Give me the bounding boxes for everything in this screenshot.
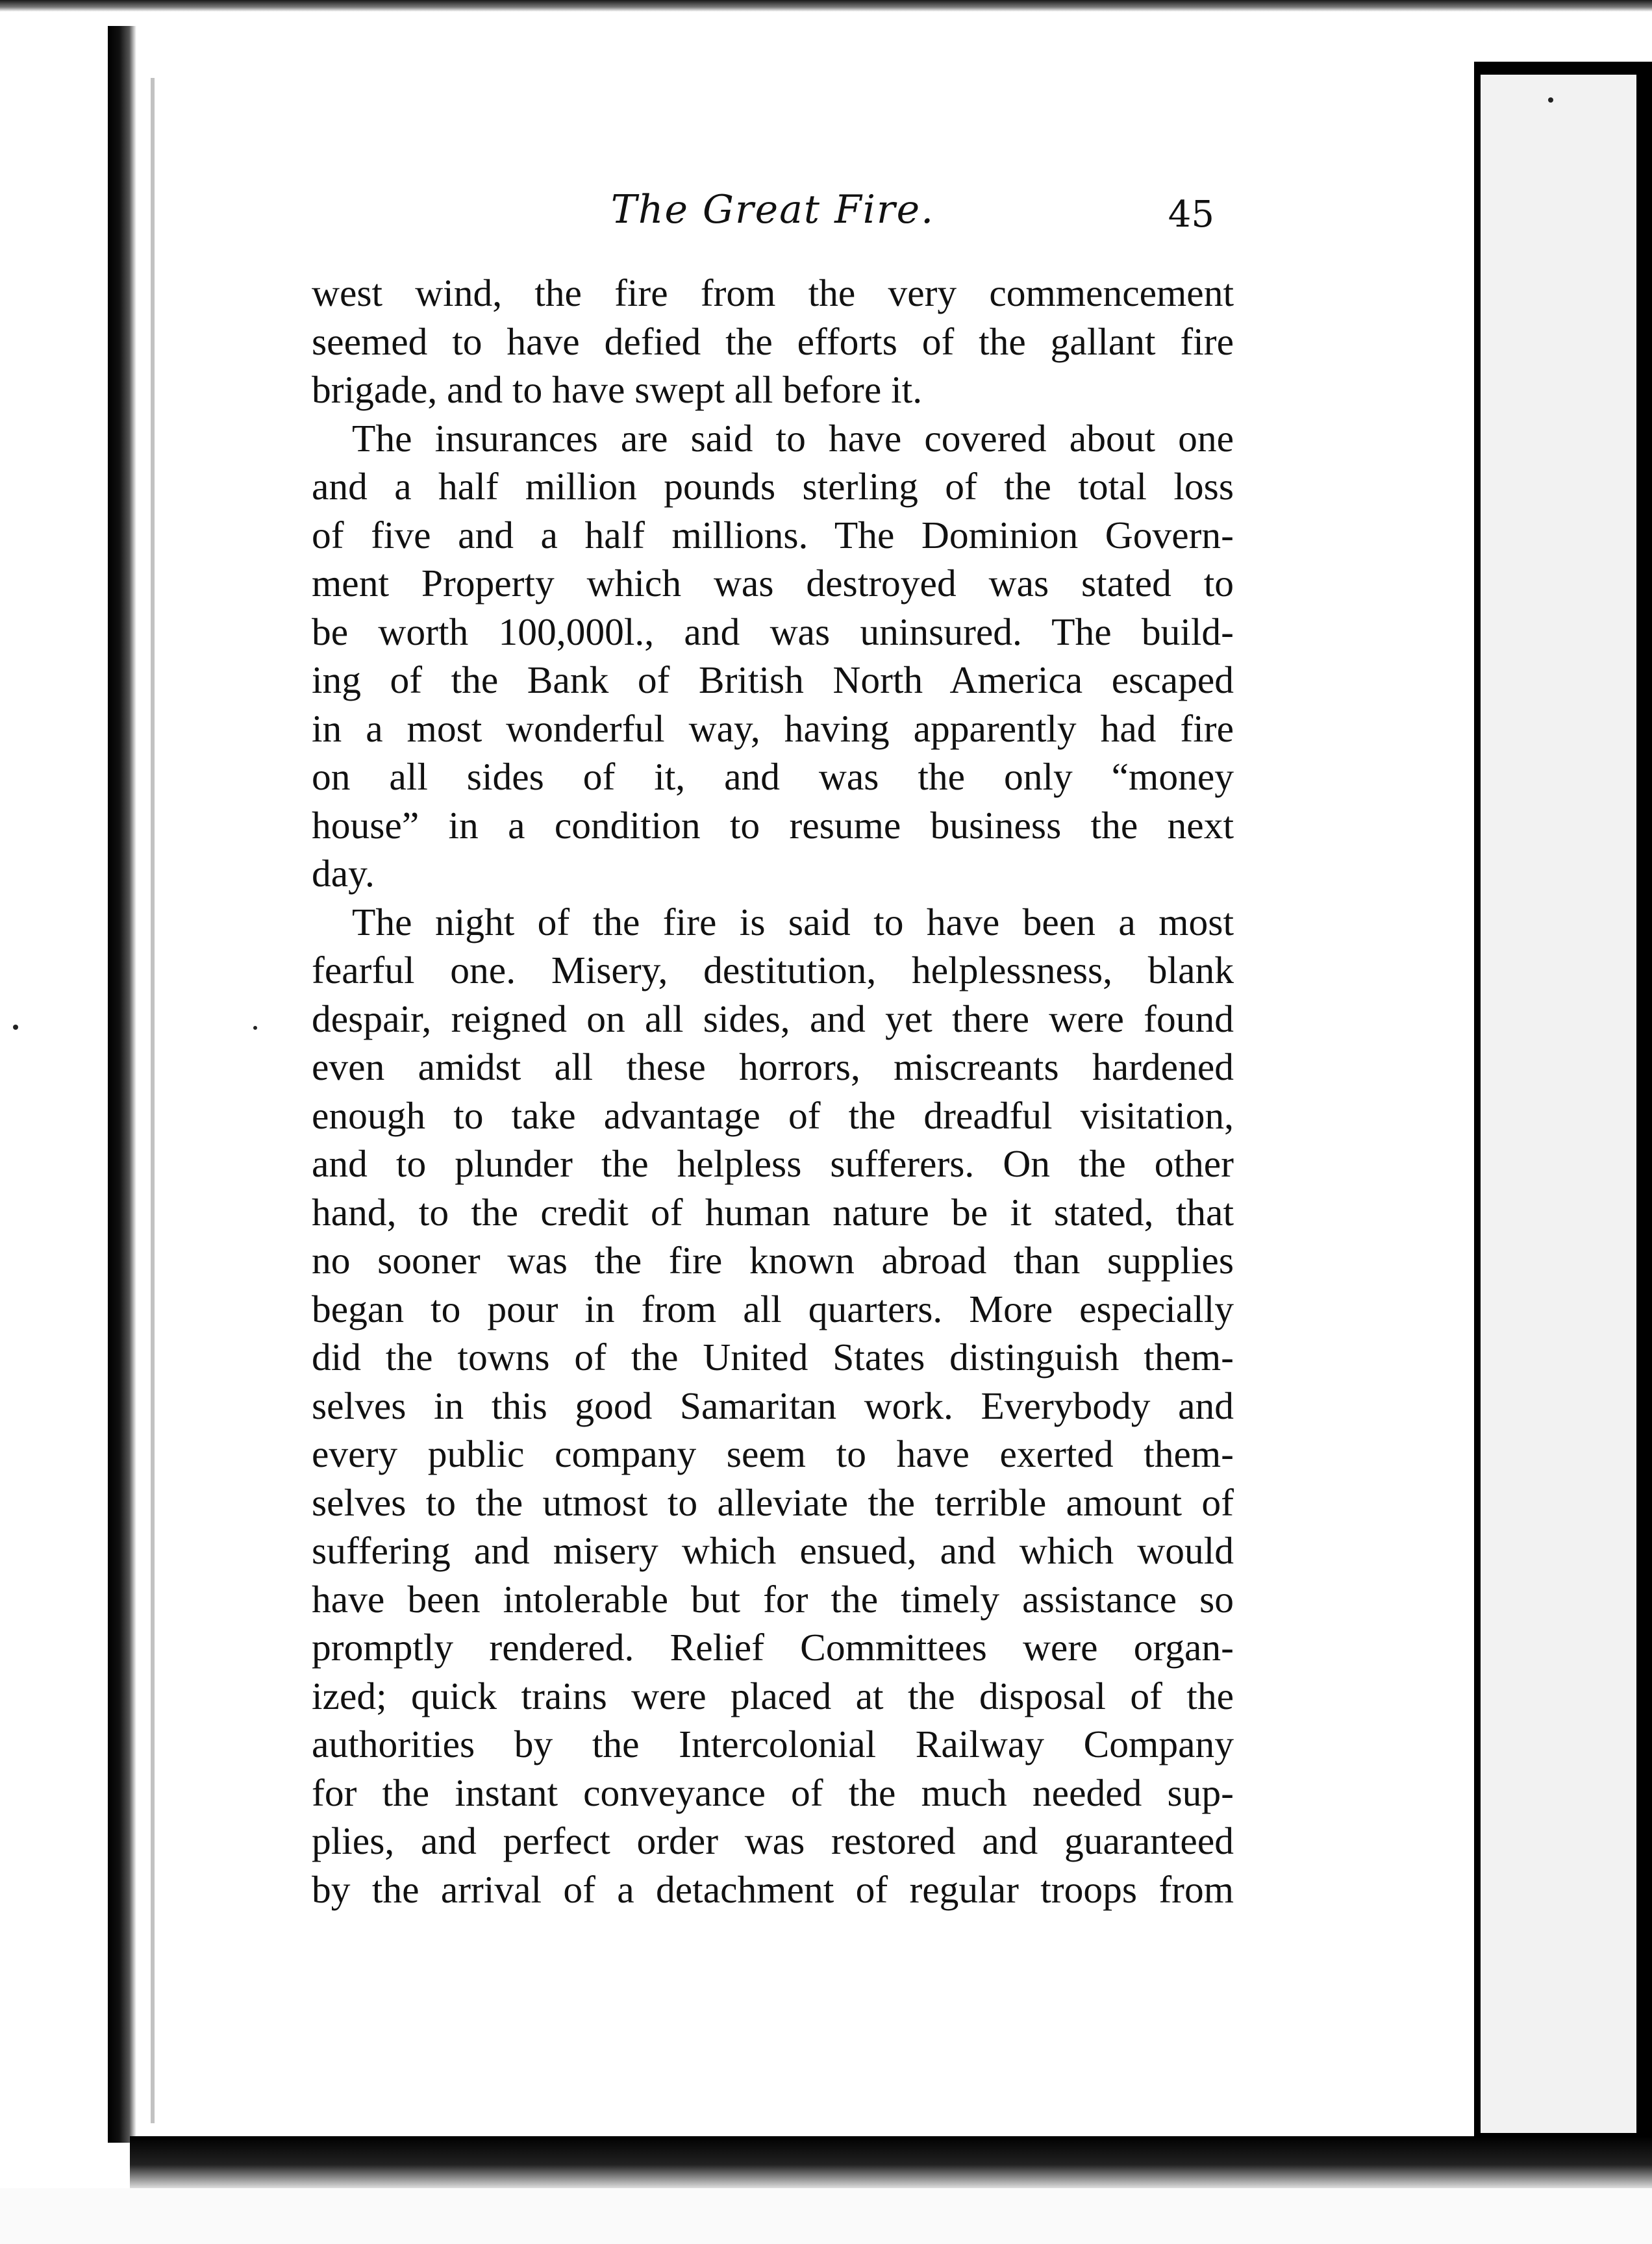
speck-mark [13,1025,18,1030]
text-line: have been intolerable but for the timely assistance so [312,1577,1234,1621]
text-line: and a half million pounds sterling of the total loss [312,465,1234,508]
page-header [312,187,1234,245]
text-line: selves in this good Samaritan work. Everybody and [312,1384,1234,1427]
text-line: and to plunder the helpless sufferers. On the other [312,1142,1234,1185]
text-line: suffering and misery which ensued, and which would [312,1529,1234,1572]
text-line: for the instant conveyance of the much needed sup- [312,1771,1234,1814]
speck-mark [1548,97,1553,103]
book-spine [108,26,136,2143]
text-line: no sooner was the fire known abroad than supplies [312,1239,1234,1282]
text-line: did the towns of the United States distinguish them- [312,1336,1234,1378]
bottom-edge-shadow [130,2136,1652,2188]
text-line: in a most wonderful way, having apparently had fire [312,706,1234,750]
text-line: promptly rendered. Relief Committees were organ- [312,1626,1234,1669]
text-line: brigade, and to have swept all before it. [312,368,923,411]
text-line: selves to the utmost to alleviate the terrible amount of [312,1480,1234,1524]
text-line: authorities by the Intercolonial Railway Company [312,1723,1234,1765]
body-text [312,269,1234,1914]
speck-mark [253,1026,257,1030]
text-line: west wind, the fire from the very commencement [312,271,1234,314]
text-line: ing of the Bank of British North America escaped [312,658,1234,701]
text-line: ized; quick trains were placed at the disposal of the [312,1674,1234,1717]
text-line: even amidst all these horrors, miscreants hardened [312,1045,1234,1088]
text-line: every public company seem to have exerted them- [312,1432,1234,1475]
page-number: 45 [1168,193,1214,236]
text-line: fearful one. Misery, destitution, helplessness, blank [312,949,1234,991]
text-line: seemed to have defied the efforts of the gallant fire [312,319,1234,363]
running-title: The Great Fire. [610,187,935,232]
text-line: enough to take advantage of the dreadful visitation, [312,1093,1234,1137]
text-line: began to pour in from all quarters. More especially [312,1287,1234,1330]
bottom-margin [0,2188,1652,2244]
text-line: of five and a half millions. The Dominion Govern- [312,513,1234,556]
text-line: day. [312,852,375,895]
text-line: The insurances are said to have covered about one [352,416,1234,460]
text-line: plies, and perfect order was restored and guaranteed [312,1819,1234,1862]
text-line: on all sides of it, and was the only “money [312,755,1234,798]
text-line: hand, to the credit of human nature be it stated, that [312,1190,1234,1234]
text-line: house” in a condition to resume business the next [312,803,1234,847]
text-line: ment Property which was destroyed was stated to [312,562,1234,605]
text-line: despair, reigned on all sides, and yet there were found [312,997,1234,1040]
text-line: by the arrival of a detachment of regular troops from [312,1867,1234,1911]
text-line: be worth 100,000l., and was uninsured. The build- [312,610,1234,653]
top-edge-shadow [0,0,1652,12]
book-gutter-line [151,78,155,2123]
scan-background-right-fill [1481,75,1636,2133]
text-line: The night of the fire is said to have been a most [352,900,1234,943]
